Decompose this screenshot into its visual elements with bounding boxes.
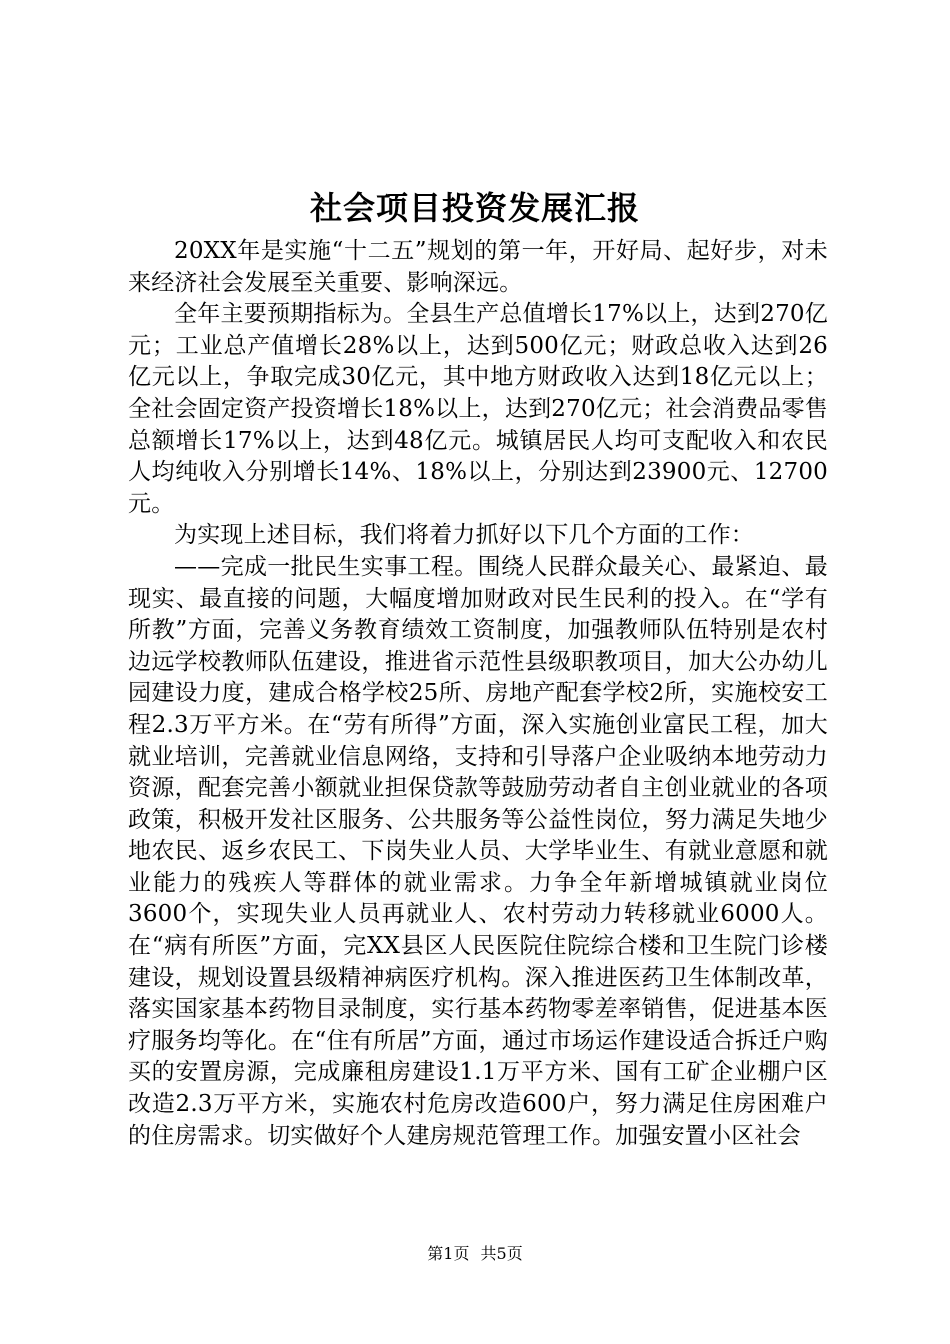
document-title: 社会项目投资发展汇报 bbox=[309, 189, 640, 227]
paragraph: 为实现上述目标，我们将着力抓好以下几个方面的工作： bbox=[174, 522, 754, 549]
page-number: 第1页 bbox=[427, 1244, 470, 1263]
page-footer bbox=[0, 1242, 950, 1266]
paragraph: ——完成一批民生实事工程。围绕人民群众最关心、最紧迫、最现实、最直接的问题，大幅度增加财政对民生民利的投入。在“学有所教”方面，完善义务教育绩效工资制度，加强教师队伍特别是农村边远学校教师队伍建设，推进省示范性县级职教项目，加大公办幼儿园建设力度，建成合格学校25所、房地产配套学校2所，实施校安工程2.3万平方米。在“劳有所得”方面，深入实施创业富民工程，加大就业培训，完善就业信息网络，支持和引导落户企业吸纳本地劳动力资源，配套完善小额就业担保贷款等鼓励劳动者自主创业就业的各项政策，积极开发社区服务、公共服务等公益性岗位，努力满足失地少地农民、返乡农民工、下岗失业人员、大学毕业生、有就业意愿和就业能力的残疾人等群体的就业需求。力争全年新增城镇就业岗位3600个，实现失业人员再就业人、农村劳动力转移就业6000人。在“病有所医”方面，完XX县区人民医院住院综合楼和卫生院门诊楼建设，规划设置县级精神病医疗机构。深入推进医药卫生体制改革，落实国家基本药物目录制度，实行基本药物零差率销售，促进基本医疗服务均等化。在“住有所居”方面，通过市场运作建设适合拆迁户购买的安置房源，完成廉租房建设1.1万平方米、国有工矿企业棚户区改造2.3万平方米，实施农村危房改造600户，努力满足住房困难户的住房需求。切实做好个人建房规范管理工作。加强安置小区社会 bbox=[128, 553, 828, 1149]
document-body bbox=[128, 236, 828, 1152]
paragraph: 20XX年是实施“十二五”规划的第一年，开好局、起好步，对未来经济社会发展至关重要、影响深远。 bbox=[128, 238, 828, 296]
paragraph: 全年主要预期指标为。全县生产总值增长17%以上，达到270亿元；工业总产值增长28%以上，达到500亿元；财政总收入达到26亿元以上，争取完成30亿元，其中地方财政收入达到18亿元以上；全社会固定资产投资增长18%以上，达到270亿元；社会消费品零售总额增长17%以上，达到48亿元。城镇居民人均可支配收入和农民人均纯收入分别增长14%、18%以上，分别达到23900元、12700元。 bbox=[128, 301, 828, 517]
page-total: 共5页 bbox=[480, 1244, 523, 1263]
